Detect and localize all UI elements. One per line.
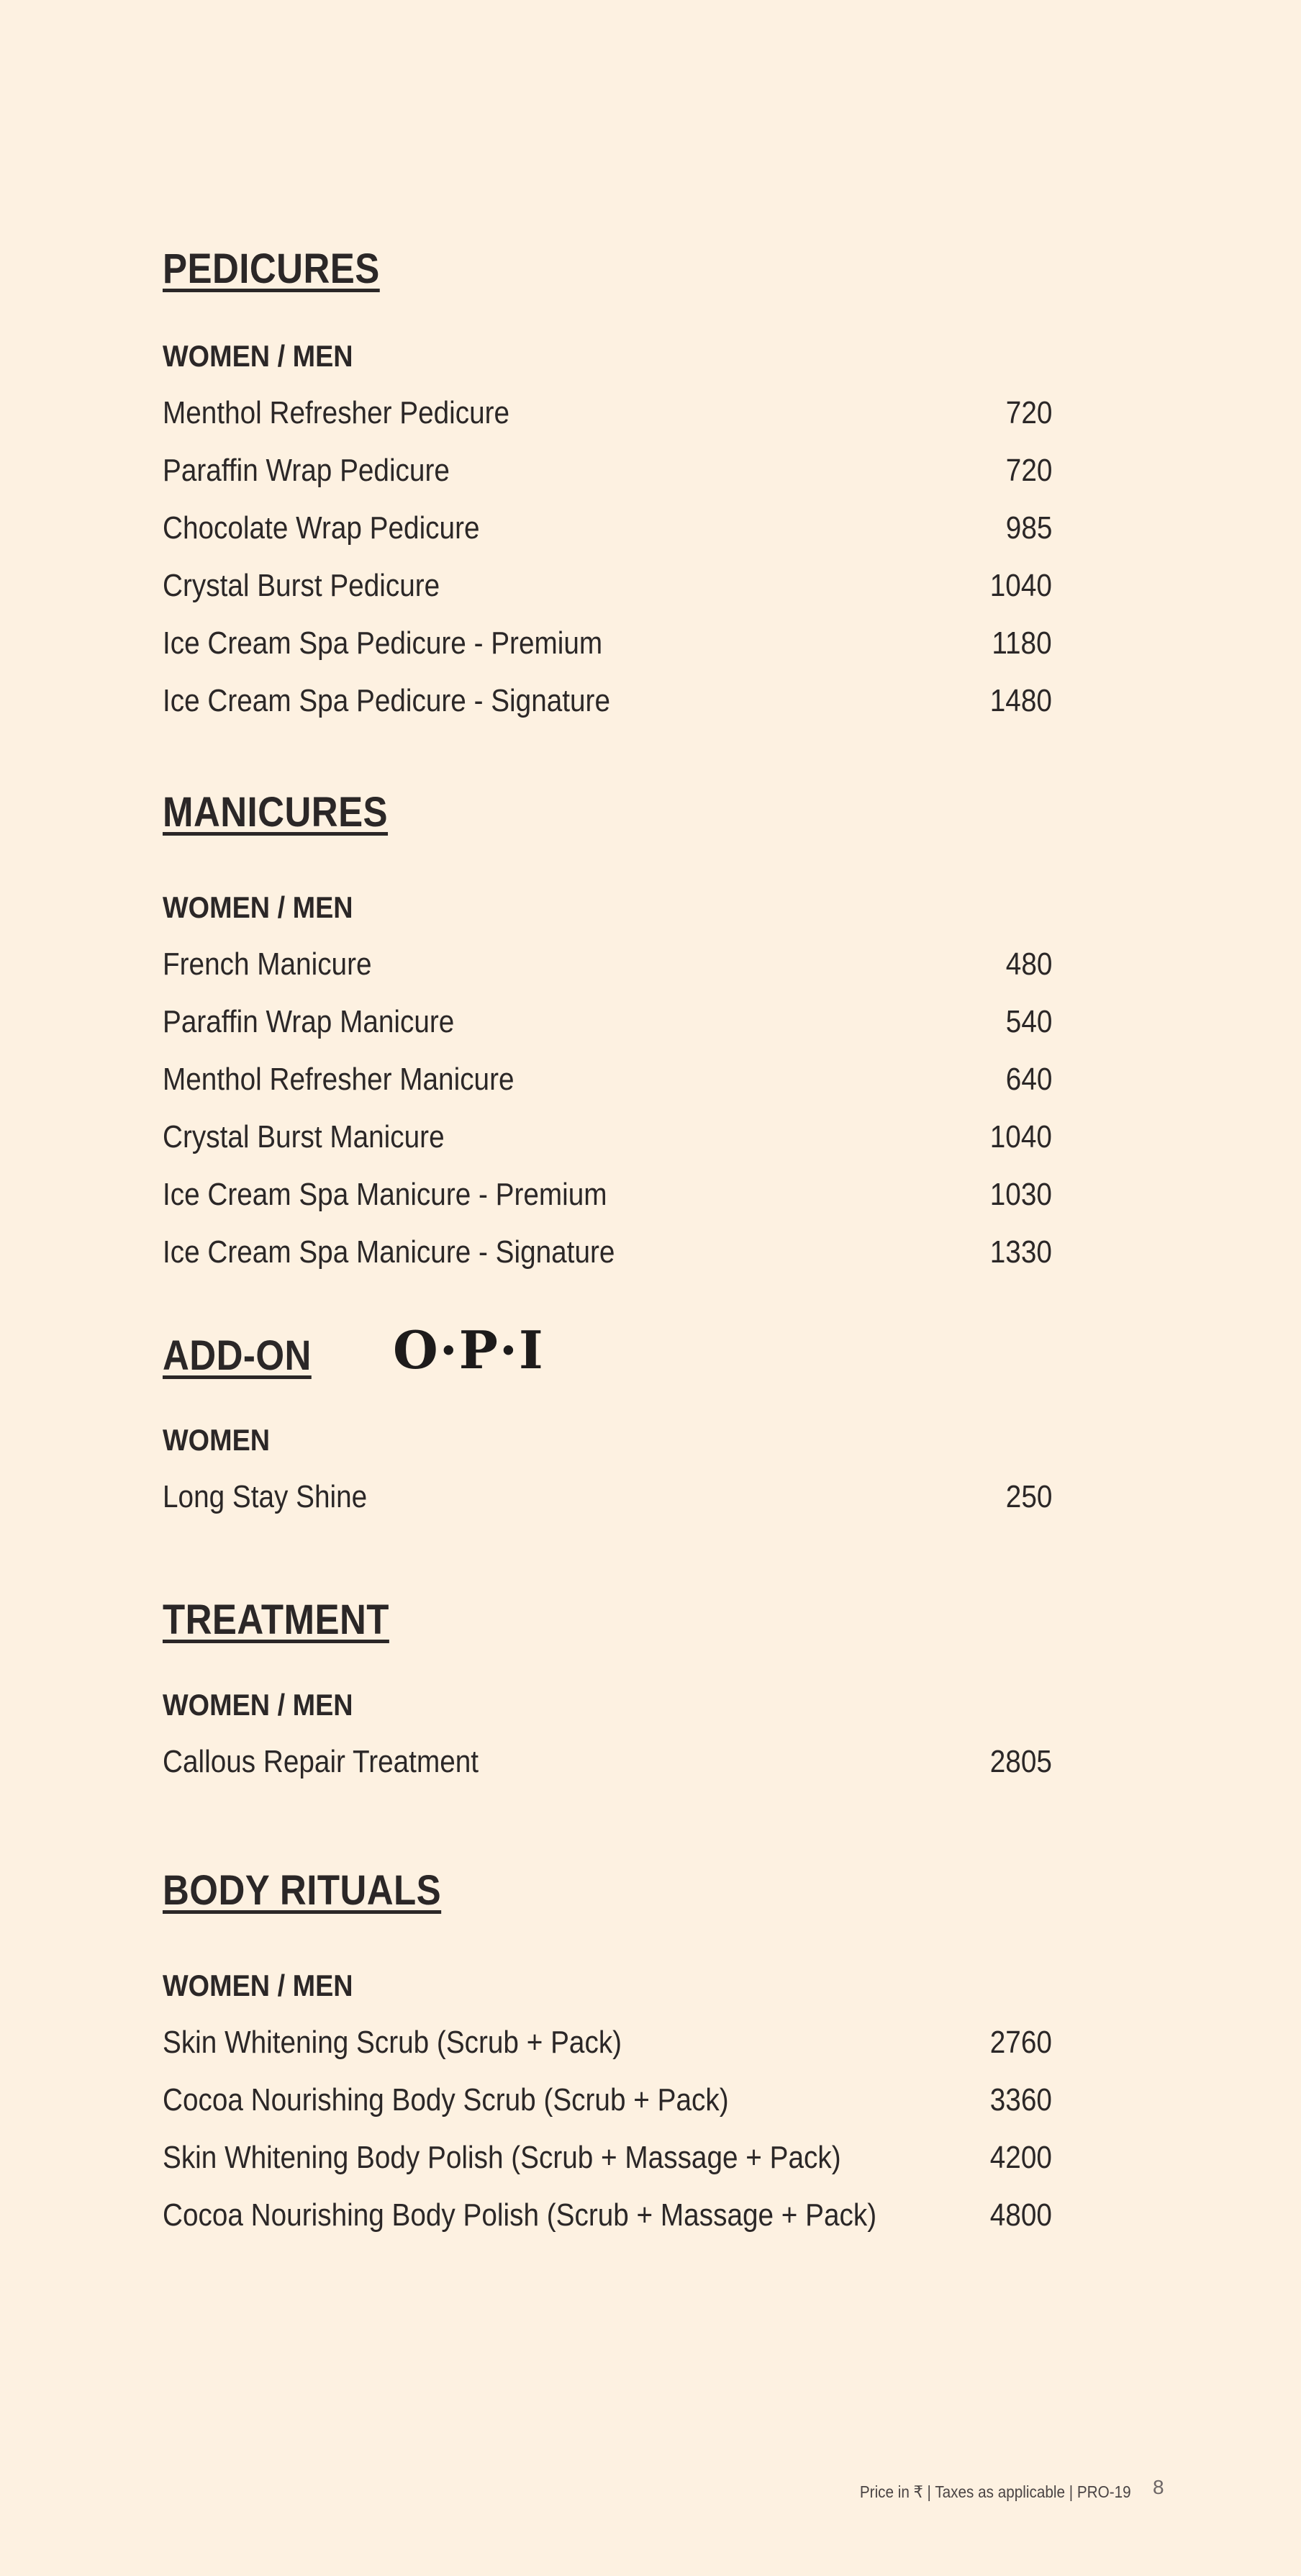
item-price: 720	[1005, 395, 1052, 430]
menu-item	[163, 1740, 1052, 1784]
item-name: Chocolate Wrap Pedicure	[163, 510, 480, 546]
item-price: 3360	[989, 2082, 1052, 2118]
menu-item	[163, 2136, 1052, 2179]
item-price: 985	[1005, 510, 1052, 546]
menu-item	[163, 1173, 1052, 1216]
menu-item	[163, 2194, 1052, 2237]
item-name: Crystal Burst Manicure	[163, 1119, 445, 1154]
item-name: Callous Repair Treatment	[163, 1744, 479, 1779]
item-name: Menthol Refresher Pedicure	[163, 395, 510, 430]
item-name: French Manicure	[163, 946, 372, 982]
menu-item	[163, 2079, 1052, 2122]
item-price: 1330	[989, 1234, 1052, 1270]
section-title-pedicures: PEDICURES	[163, 245, 380, 292]
item-price: 1030	[989, 1177, 1052, 1212]
menu-item	[163, 2021, 1052, 2064]
item-price: 640	[1005, 1062, 1052, 1097]
item-price: 4800	[989, 2197, 1052, 2233]
item-name: Long Stay Shine	[163, 1479, 368, 1514]
item-name: Ice Cream Spa Pedicure - Premium	[163, 625, 603, 661]
menu-item	[163, 943, 1052, 986]
item-price: 1040	[989, 1119, 1052, 1154]
group-label-treatment: WOMEN / MEN	[163, 1688, 353, 1722]
menu-item	[163, 1000, 1052, 1044]
item-price: 2760	[989, 2025, 1052, 2060]
item-name: Crystal Burst Pedicure	[163, 568, 440, 603]
menu-item	[163, 392, 1052, 435]
item-price: 720	[1005, 453, 1052, 488]
item-price: 2805	[989, 1744, 1052, 1779]
item-price: 4200	[989, 2140, 1052, 2175]
section-title-body-rituals: BODY RITUALS	[163, 1867, 442, 1914]
menu-item	[163, 1058, 1052, 1101]
menu-item	[163, 1231, 1052, 1274]
item-name: Skin Whitening Scrub (Scrub + Pack)	[163, 2025, 622, 2060]
menu-item	[163, 564, 1052, 607]
page-number: 8	[1153, 2476, 1164, 2498]
group-label-add-on: WOMEN	[163, 1423, 271, 1457]
menu-item	[163, 679, 1052, 723]
menu-item	[163, 449, 1052, 492]
opi-logo: O·P·I	[393, 1319, 545, 1380]
item-name: Paraffin Wrap Pedicure	[163, 453, 450, 488]
menu-item	[163, 507, 1052, 550]
section-title-manicures: MANICURES	[163, 789, 389, 836]
item-price: 250	[1005, 1479, 1052, 1514]
item-price: 1180	[992, 625, 1052, 661]
item-price: 1040	[989, 568, 1052, 603]
item-name: Ice Cream Spa Pedicure - Signature	[163, 683, 610, 718]
price-tax-note: Price in ₹ | Taxes as applicable | PRO-19	[860, 2482, 1131, 2501]
menu-item	[163, 622, 1052, 665]
item-price: 540	[1005, 1004, 1052, 1039]
section-title-add-on: ADD-ON	[163, 1332, 312, 1379]
group-label-manicures: WOMEN / MEN	[163, 890, 353, 924]
item-name: Cocoa Nourishing Body Polish (Scrub + Massage + Pack)	[163, 2197, 877, 2233]
menu-item	[163, 1475, 1052, 1519]
item-name: Cocoa Nourishing Body Scrub (Scrub + Pack)	[163, 2082, 729, 2118]
item-name: Ice Cream Spa Manicure - Signature	[163, 1234, 615, 1270]
item-name: Paraffin Wrap Manicure	[163, 1004, 455, 1039]
item-price: 480	[1005, 946, 1052, 982]
item-price: 1480	[989, 683, 1052, 718]
section-title-treatment: TREATMENT	[163, 1596, 389, 1643]
item-name: Menthol Refresher Manicure	[163, 1062, 514, 1097]
group-label-pedicures: WOMEN / MEN	[163, 339, 353, 373]
menu-item	[163, 1116, 1052, 1159]
item-name: Skin Whitening Body Polish (Scrub + Massage + Pack)	[163, 2140, 841, 2175]
group-label-body-rituals: WOMEN / MEN	[163, 1969, 353, 2002]
item-name: Ice Cream Spa Manicure - Premium	[163, 1177, 607, 1212]
